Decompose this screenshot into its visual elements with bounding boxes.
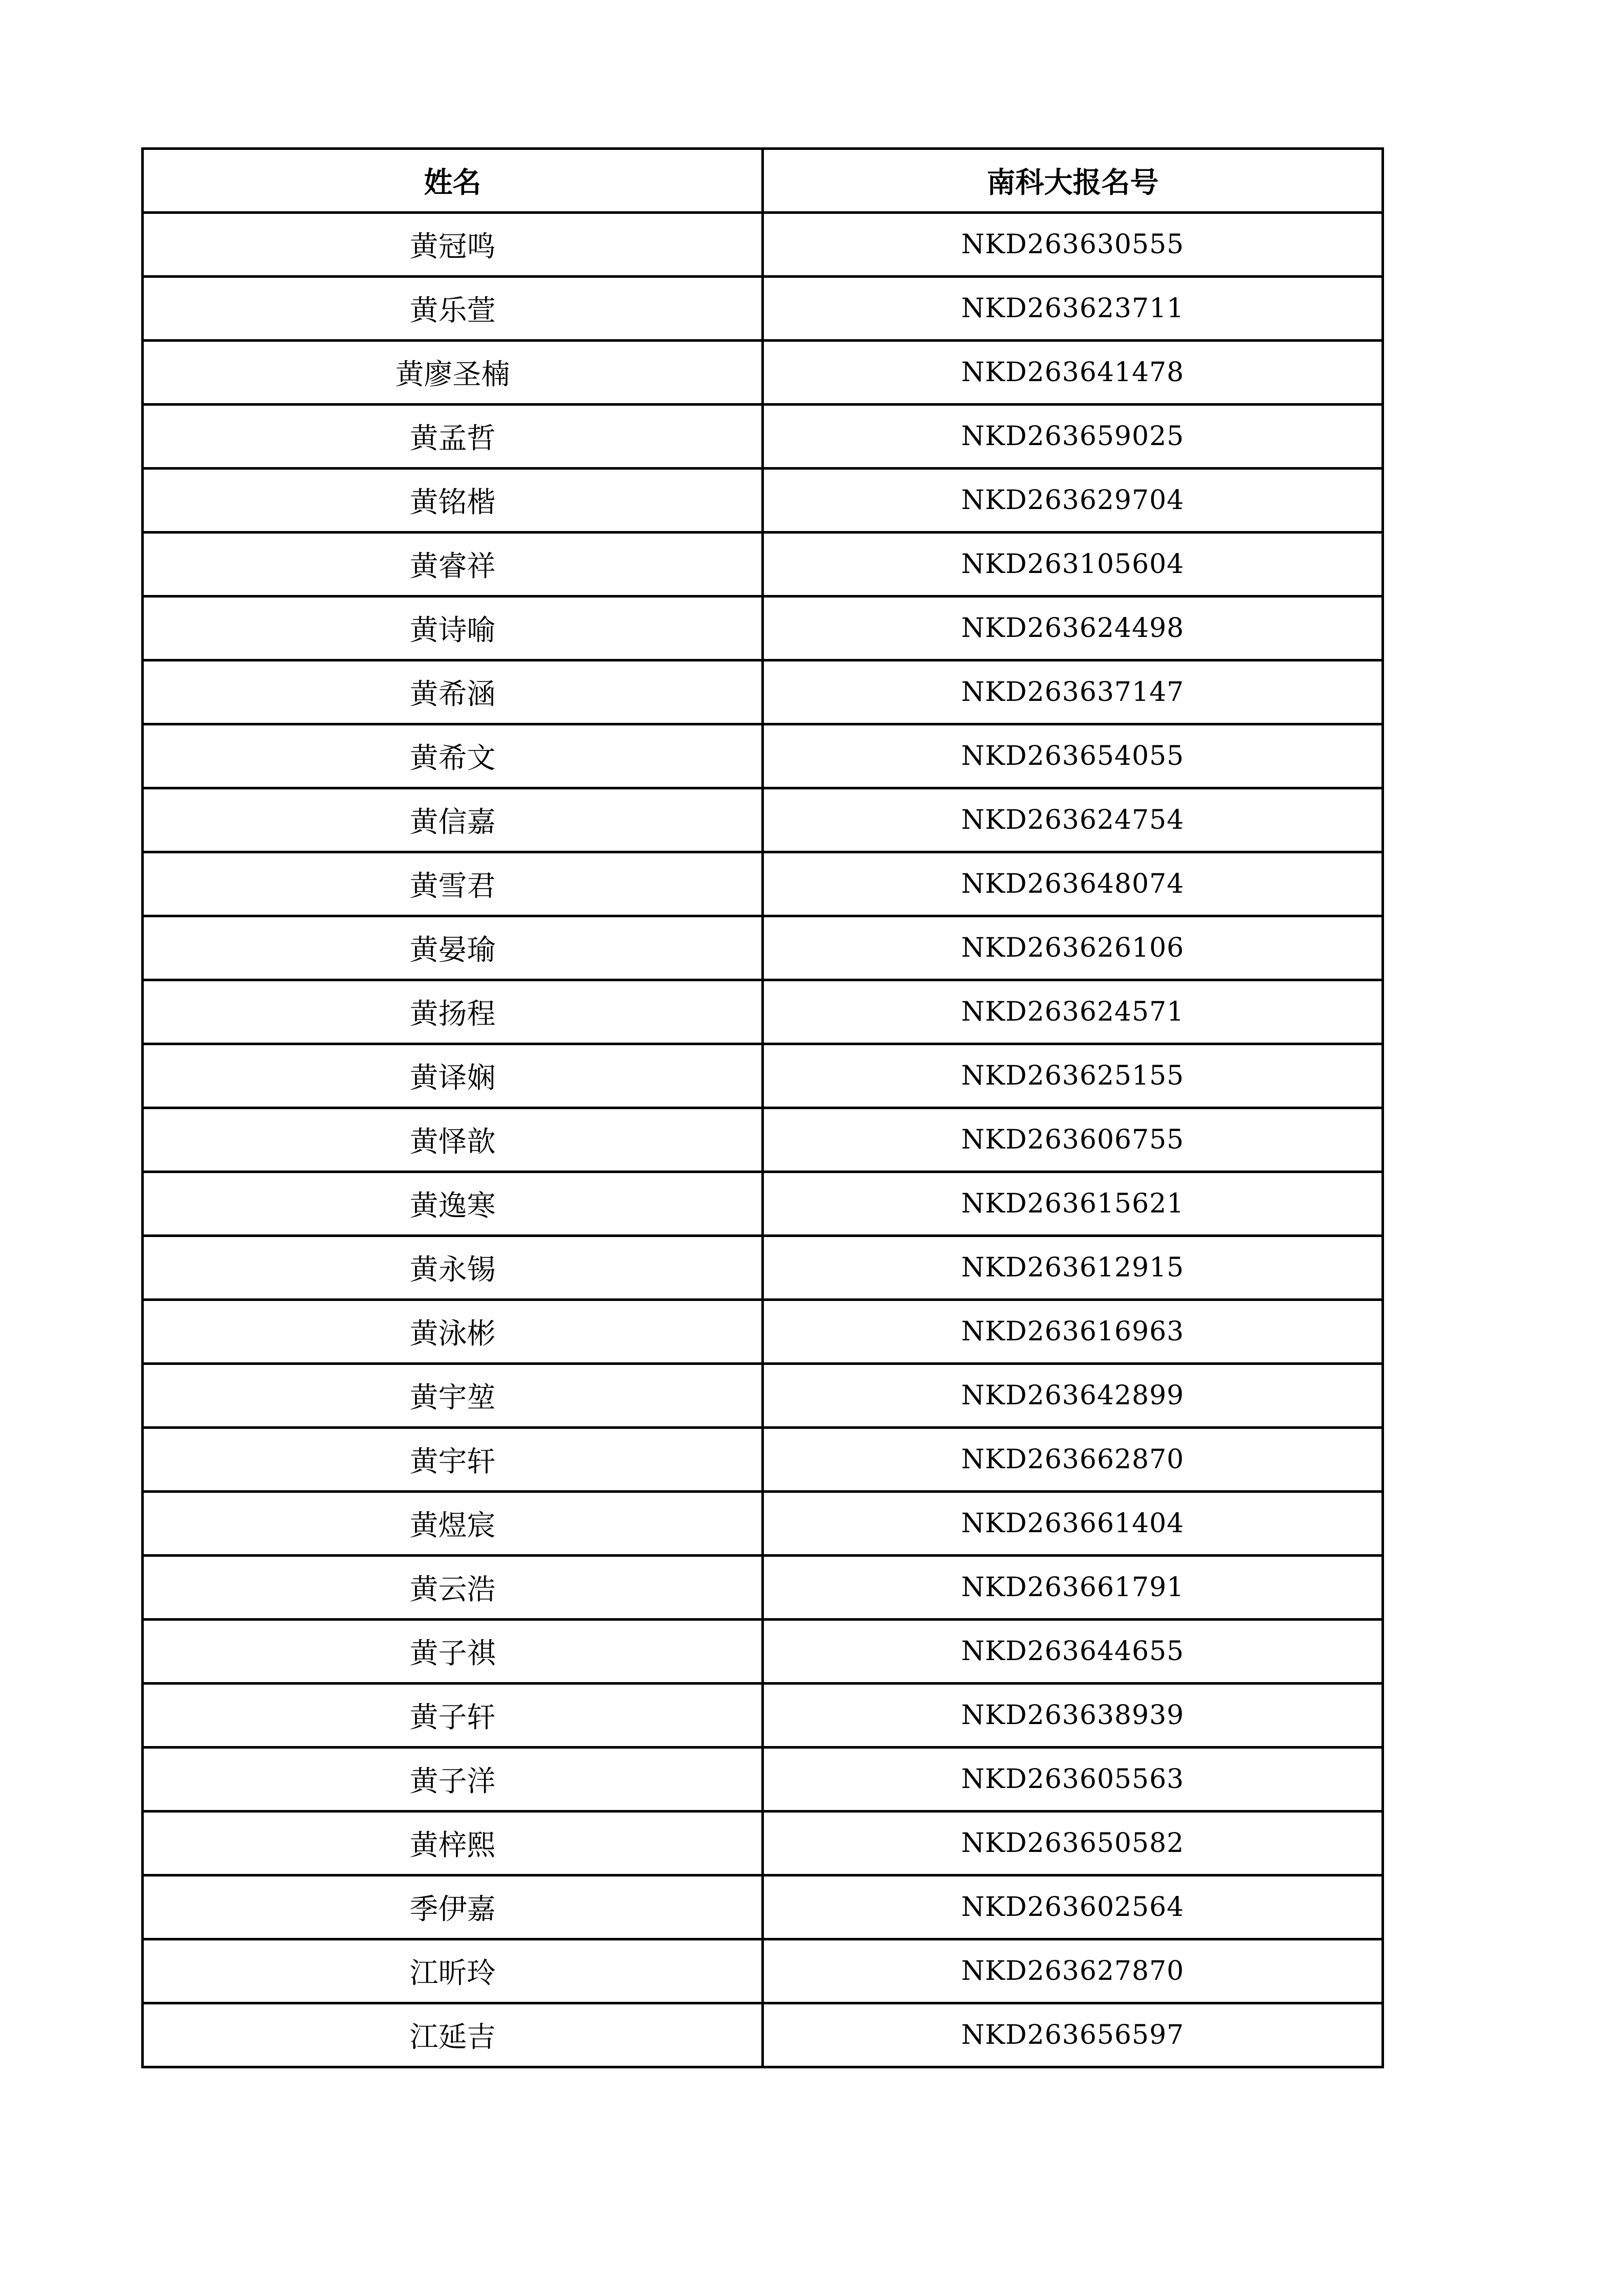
table-row [143,405,1383,469]
cell-name: 黄乐萱 [143,277,763,341]
roster-sheet [141,147,1381,2068]
cell-name: 黄煜宸 [143,1492,763,1556]
header-registration-number: 南科大报名号 [763,149,1383,213]
cell-registration-number: NKD263615621 [763,1172,1383,1236]
cell-registration-number: NKD263641478 [763,341,1383,405]
cell-name: 黄冠鸣 [143,213,763,277]
table-row [143,1300,1383,1364]
cell-registration-number: NKD263642899 [763,1364,1383,1428]
cell-registration-number: NKD263638939 [763,1684,1383,1748]
table-row [143,1812,1383,1875]
table-row [143,469,1383,533]
table-row [143,1428,1383,1492]
table-row [143,1108,1383,1172]
cell-registration-number: NKD263602564 [763,1875,1383,1939]
cell-registration-number: NKD263624498 [763,597,1383,660]
cell-registration-number: NKD263637147 [763,660,1383,724]
cell-registration-number: NKD263105604 [763,533,1383,597]
cell-registration-number: NKD263627870 [763,1939,1383,2003]
cell-registration-number: NKD263625155 [763,1044,1383,1108]
cell-name: 黄希文 [143,724,763,788]
table-row [143,1748,1383,1812]
cell-registration-number: NKD263654055 [763,724,1383,788]
cell-registration-number: NKD263644655 [763,1620,1383,1684]
table-row [143,1875,1383,1939]
cell-registration-number: NKD263661404 [763,1492,1383,1556]
cell-registration-number: NKD263656597 [763,2003,1383,2067]
cell-name: 黄永锡 [143,1236,763,1300]
table-row [143,1620,1383,1684]
cell-name: 季伊嘉 [143,1875,763,1939]
cell-name: 黄宇轩 [143,1428,763,1492]
cell-name: 黄宇堃 [143,1364,763,1428]
table-row [143,213,1383,277]
table-row [143,1172,1383,1236]
table-row [143,852,1383,916]
cell-name: 黄雪君 [143,852,763,916]
table-row [143,788,1383,852]
cell-name: 黄泳彬 [143,1300,763,1364]
cell-registration-number: NKD263612915 [763,1236,1383,1300]
table-row [143,660,1383,724]
table-row [143,916,1383,980]
cell-registration-number: NKD263616963 [763,1300,1383,1364]
header-row [143,149,1383,213]
table-row [143,341,1383,405]
header-name: 姓名 [143,149,763,213]
cell-registration-number: NKD263626106 [763,916,1383,980]
cell-registration-number: NKD263630555 [763,213,1383,277]
cell-name: 黄子洋 [143,1748,763,1812]
cell-name: 黄云浩 [143,1556,763,1620]
table-row [143,2003,1383,2067]
cell-name: 黄怿歆 [143,1108,763,1172]
table-body [143,213,1383,2067]
table-row [143,980,1383,1044]
cell-registration-number: NKD263623711 [763,277,1383,341]
cell-name: 黄铭楷 [143,469,763,533]
table-row [143,724,1383,788]
cell-registration-number: NKD263605563 [763,1748,1383,1812]
cell-registration-number: NKD263624754 [763,788,1383,852]
table-row [143,1556,1383,1620]
table-row [143,597,1383,660]
cell-registration-number: NKD263648074 [763,852,1383,916]
cell-registration-number: NKD263659025 [763,405,1383,469]
table-row [143,1236,1383,1300]
table-row [143,1044,1383,1108]
cell-name: 黄诗喻 [143,597,763,660]
cell-registration-number: NKD263661791 [763,1556,1383,1620]
roster-table [141,147,1384,2068]
cell-name: 黄廖圣楠 [143,341,763,405]
table-header [143,149,1383,213]
cell-registration-number: NKD263650582 [763,1812,1383,1875]
cell-name: 黄晏瑜 [143,916,763,980]
cell-name: 江延吉 [143,2003,763,2067]
cell-name: 黄信嘉 [143,788,763,852]
cell-name: 黄孟哲 [143,405,763,469]
cell-name: 黄逸寒 [143,1172,763,1236]
cell-name: 黄子轩 [143,1684,763,1748]
cell-registration-number: NKD263629704 [763,469,1383,533]
table-row [143,277,1383,341]
table-row [143,1684,1383,1748]
cell-name: 黄子祺 [143,1620,763,1684]
table-row [143,1939,1383,2003]
cell-name: 黄梓熙 [143,1812,763,1875]
cell-name: 黄扬程 [143,980,763,1044]
table-row [143,1364,1383,1428]
cell-name: 黄译娴 [143,1044,763,1108]
table-row [143,533,1383,597]
cell-name: 江昕玲 [143,1939,763,2003]
cell-name: 黄希涵 [143,660,763,724]
cell-registration-number: NKD263662870 [763,1428,1383,1492]
cell-registration-number: NKD263624571 [763,980,1383,1044]
cell-registration-number: NKD263606755 [763,1108,1383,1172]
table-row [143,1492,1383,1556]
cell-name: 黄睿祥 [143,533,763,597]
